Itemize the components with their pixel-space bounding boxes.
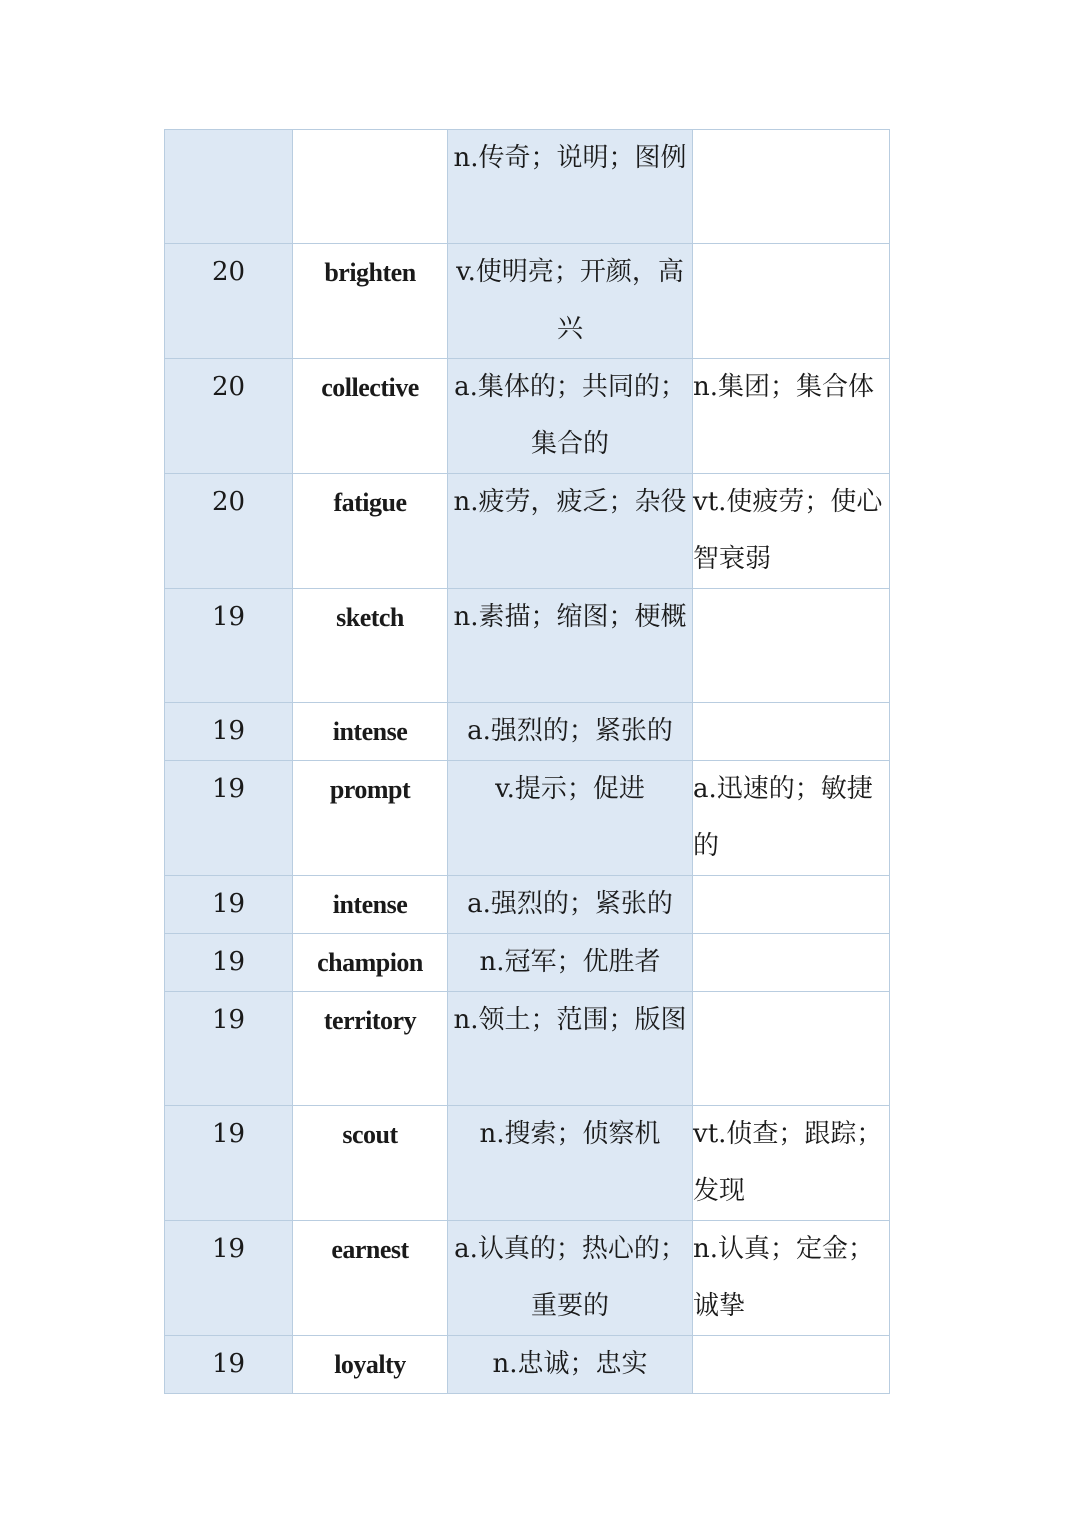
count-cell: 19 — [165, 934, 293, 992]
word-cell: fatigue — [293, 474, 448, 589]
table-row — [165, 359, 890, 474]
meaning-cell: v.使明亮；开颜，高兴 — [448, 244, 693, 359]
word-cell: brighten — [293, 244, 448, 359]
table-row — [165, 934, 890, 992]
extra-meaning-cell: vt.使疲劳；使心智衰弱 — [693, 474, 890, 589]
word-cell: territory — [293, 992, 448, 1106]
word-cell: collective — [293, 359, 448, 474]
extra-meaning-cell — [693, 876, 890, 934]
extra-meaning-cell: n.集团；集合体 — [693, 359, 890, 474]
meaning-cell: n.领土；范围；版图 — [448, 992, 693, 1106]
extra-meaning-cell — [693, 589, 890, 703]
count-cell — [165, 130, 293, 244]
table-row — [165, 589, 890, 703]
table-row — [165, 130, 890, 244]
table-row — [165, 876, 890, 934]
extra-meaning-cell: a.迅速的；敏捷的 — [693, 761, 890, 876]
meaning-cell: a.认真的；热心的；重要的 — [448, 1221, 693, 1336]
table-row — [165, 703, 890, 761]
extra-meaning-cell: n.认真；定金；诚挚 — [693, 1221, 890, 1336]
table-row — [165, 761, 890, 876]
table-row — [165, 1221, 890, 1336]
word-cell: intense — [293, 876, 448, 934]
table-row — [165, 474, 890, 589]
table-row — [165, 992, 890, 1106]
word-cell: scout — [293, 1106, 448, 1221]
table-row — [165, 244, 890, 359]
meaning-cell: a.强烈的；紧张的 — [448, 703, 693, 761]
extra-meaning-cell — [693, 992, 890, 1106]
extra-meaning-cell — [693, 1336, 890, 1394]
count-cell: 19 — [165, 1106, 293, 1221]
extra-meaning-cell — [693, 934, 890, 992]
word-cell: loyalty — [293, 1336, 448, 1394]
extra-meaning-cell: vt.侦查；跟踪；发现 — [693, 1106, 890, 1221]
table-row — [165, 1106, 890, 1221]
count-cell: 19 — [165, 876, 293, 934]
meaning-cell: n.忠诚；忠实 — [448, 1336, 693, 1394]
meaning-cell: v.提示；促进 — [448, 761, 693, 876]
vocabulary-table — [164, 129, 890, 1394]
meaning-cell: n.冠军；优胜者 — [448, 934, 693, 992]
meaning-cell: a.集体的；共同的；集合的 — [448, 359, 693, 474]
count-cell: 19 — [165, 1221, 293, 1336]
meaning-cell: n.搜索；侦察机 — [448, 1106, 693, 1221]
count-cell: 19 — [165, 703, 293, 761]
count-cell: 19 — [165, 589, 293, 703]
extra-meaning-cell — [693, 130, 890, 244]
meaning-cell: n.传奇；说明；图例 — [448, 130, 693, 244]
word-cell: earnest — [293, 1221, 448, 1336]
count-cell: 20 — [165, 474, 293, 589]
word-cell: champion — [293, 934, 448, 992]
word-cell: intense — [293, 703, 448, 761]
extra-meaning-cell — [693, 244, 890, 359]
count-cell: 20 — [165, 244, 293, 359]
count-cell: 20 — [165, 359, 293, 474]
count-cell: 19 — [165, 761, 293, 876]
meaning-cell: n.素描；缩图；梗概 — [448, 589, 693, 703]
word-cell: prompt — [293, 761, 448, 876]
word-cell: sketch — [293, 589, 448, 703]
word-cell — [293, 130, 448, 244]
meaning-cell: n.疲劳，疲乏；杂役 — [448, 474, 693, 589]
meaning-cell: a.强烈的；紧张的 — [448, 876, 693, 934]
count-cell: 19 — [165, 992, 293, 1106]
extra-meaning-cell — [693, 703, 890, 761]
count-cell: 19 — [165, 1336, 293, 1394]
table-row — [165, 1336, 890, 1394]
